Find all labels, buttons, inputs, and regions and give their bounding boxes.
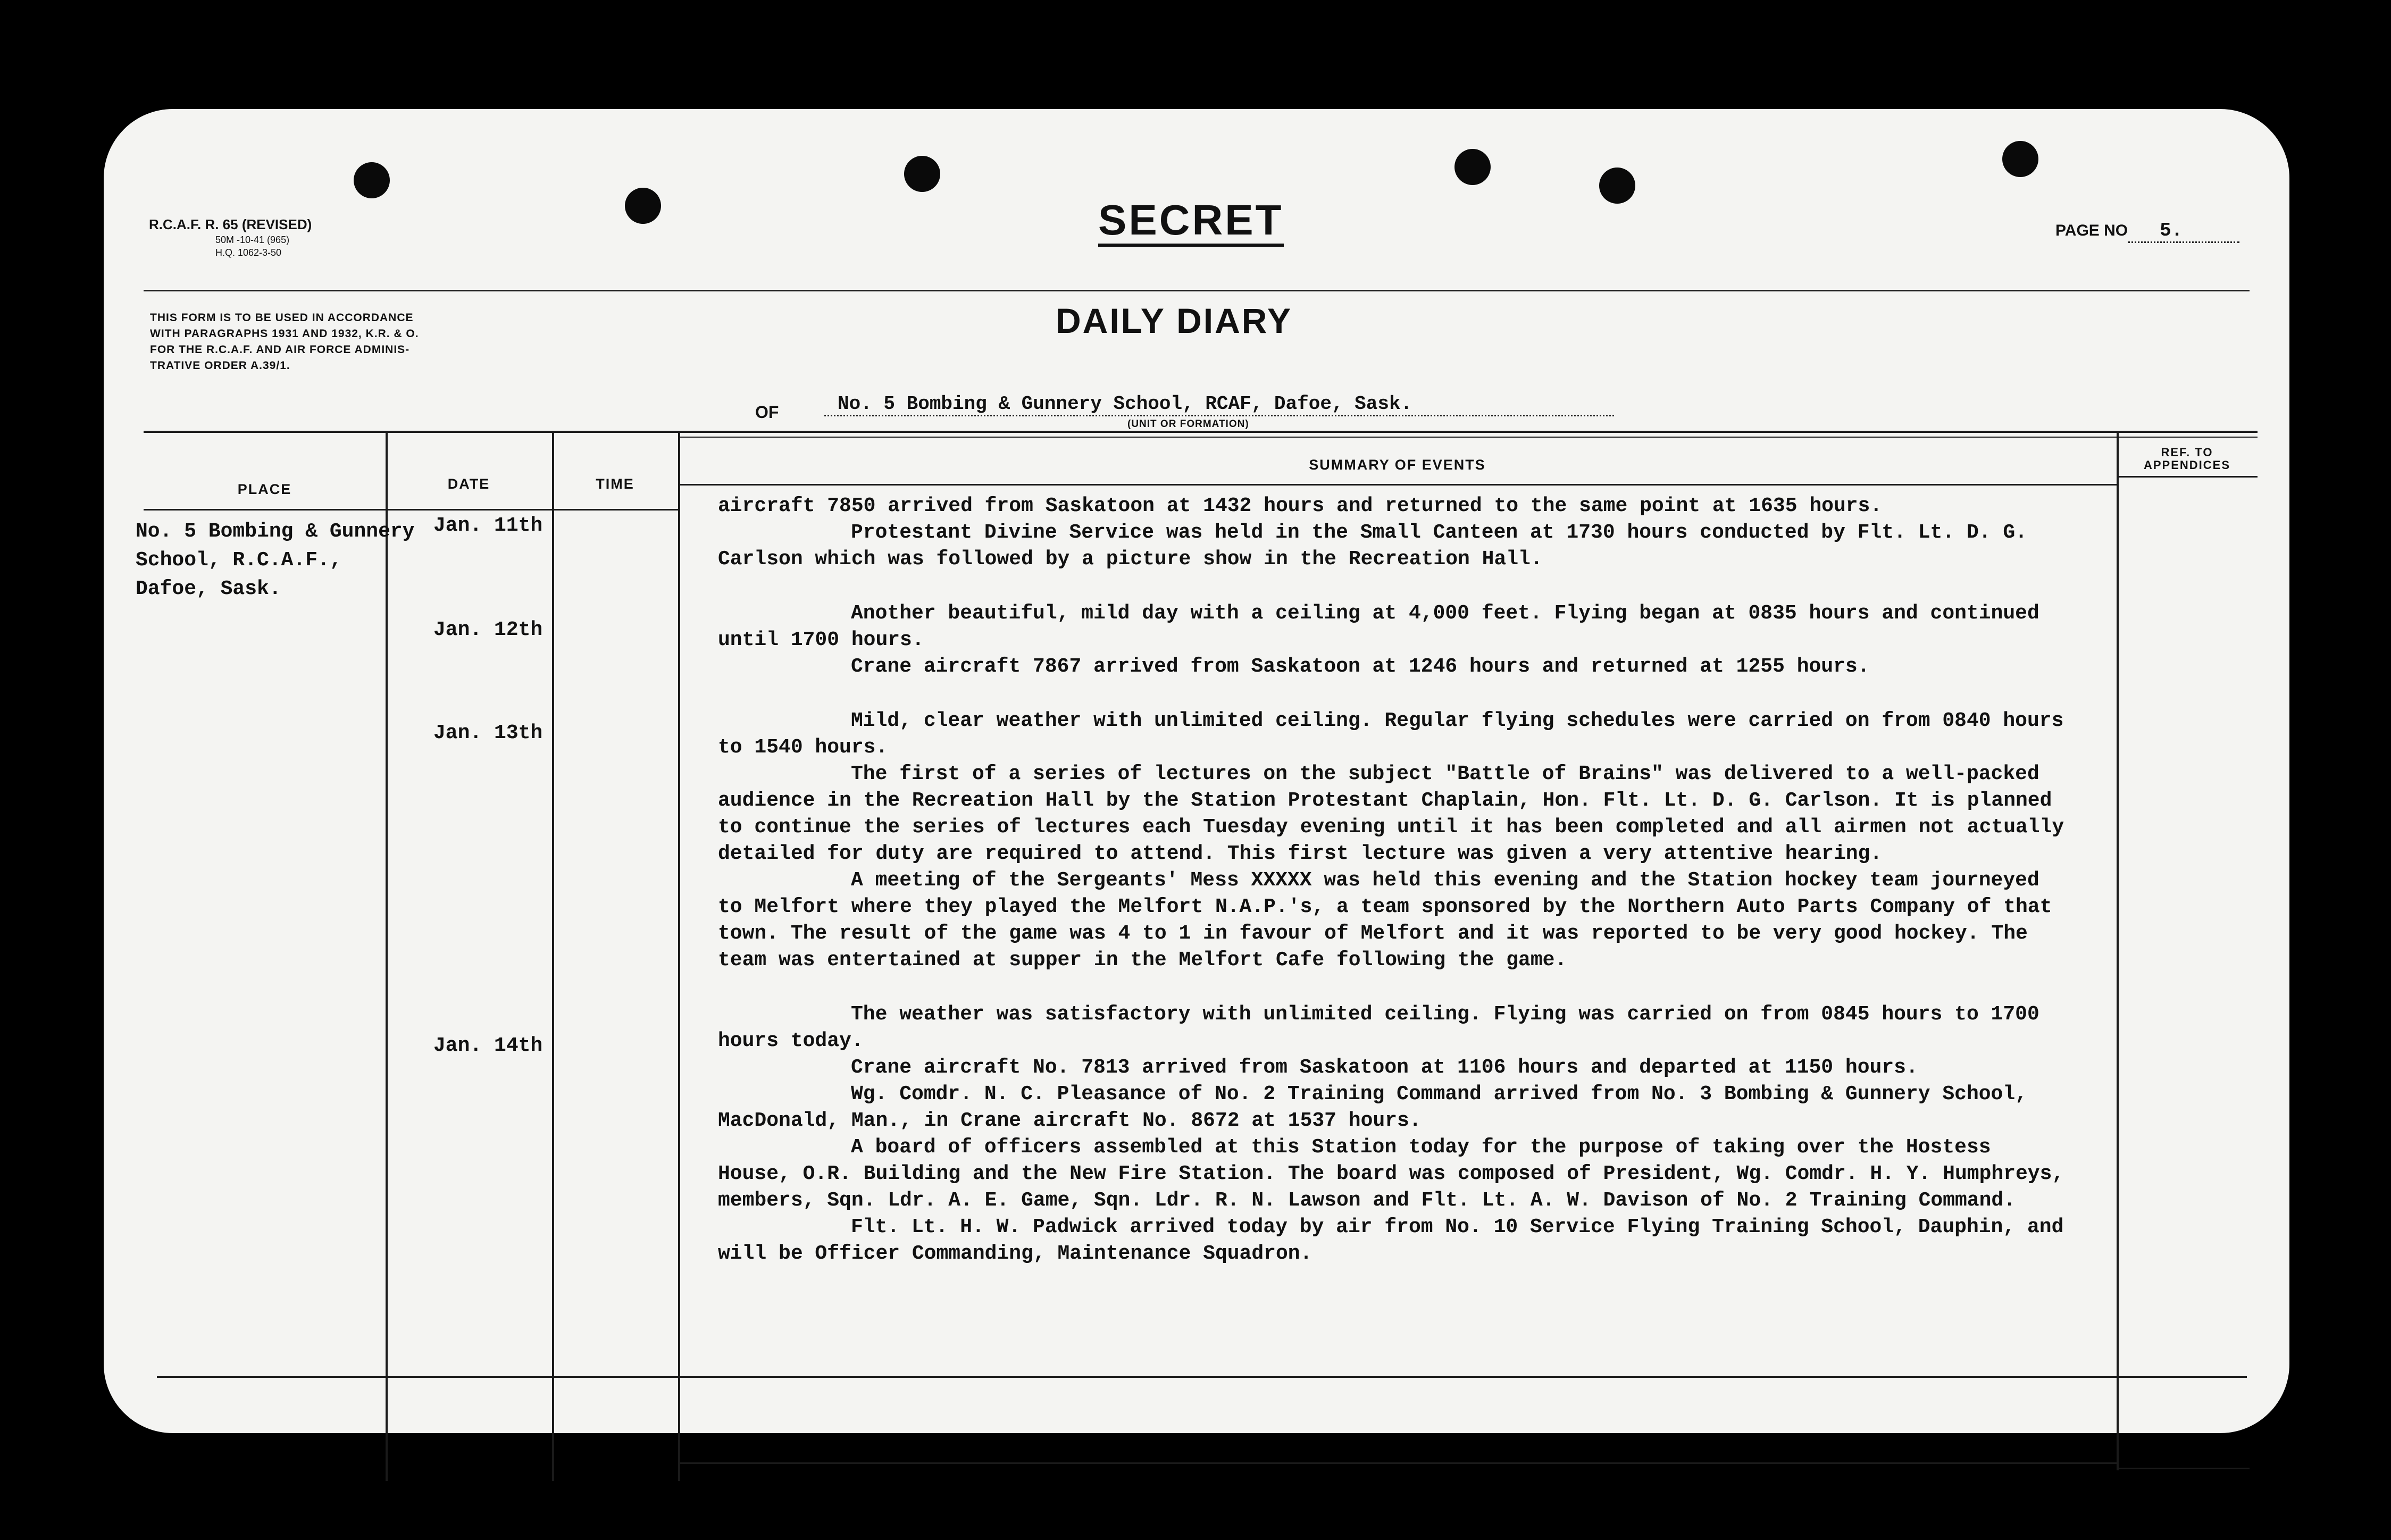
- page-number-value: 5.: [2128, 220, 2239, 243]
- summary-paragraph: A meeting of the Sergeants' Mess XXXXX was held this evening and the Station hockey team journeyed to Melfort where they played the Melfort N.A.P.'s, a team sponsored by the Northern Auto Parts Company of that town. The result of the game was 4 to 1 in favour of Melfort and it was reported to be very good hockey. The team was entertained at supper in the Melfort Cafe following the game.: [718, 869, 2052, 972]
- summary-paragraph: Crane aircraft No. 7813 arrived from Saskatoon at 1106 hours and departed at 1150 hours.: [851, 1056, 1918, 1079]
- punch-hole: [1599, 168, 1635, 204]
- column-rule: [2117, 431, 2119, 1470]
- page-number-field: [2055, 220, 2239, 243]
- date-entry: Jan. 11th: [433, 514, 543, 537]
- divider: [144, 290, 2250, 291]
- summary-paragraph: aircraft 7850 arrived from Saskatoon at 1432 hours and returned to the same point at 1635 hours.: [718, 495, 1883, 517]
- column-header-time: TIME: [596, 476, 634, 492]
- classification-stamp: SECRET: [1098, 197, 1284, 247]
- print-code: 50M -10-41 (965): [215, 235, 290, 245]
- unit-caption: (UNIT OR FORMATION): [1127, 419, 1249, 430]
- summary-paragraph: Wg. Comdr. N. C. Pleasance of No. 2 Training Command arrived from No. 3 Bombing & Gunnery School, MacDonald, Man., in Crane aircraft No. 8672 at 1537 hours.: [718, 1083, 2027, 1132]
- unit-name: No. 5 Bombing & Gunnery School, RCAF, Dafoe, Sask.: [824, 393, 1614, 416]
- punch-hole: [625, 188, 661, 224]
- table-top-rule: [144, 431, 2258, 433]
- column-rule: [552, 431, 554, 1481]
- usage-note-line: TRATIVE ORDER A.39/1.: [150, 359, 290, 372]
- table-top-rule-thin: [678, 437, 2258, 438]
- date-entry: Jan. 13th: [433, 722, 543, 744]
- form-reference: [149, 215, 312, 259]
- summary-paragraph: Protestant Divine Service was held in the Small Canteen at 1730 hours conducted by Flt. Lt. D. G. Carlson which was followed by a picture show in the Recreation Hall.: [718, 521, 2027, 571]
- summary-paragraph: Another beautiful, mild day with a ceiling at 4,000 feet. Flying began at 0835 hours and continued until 1700 hours.: [718, 602, 2039, 651]
- header-rule: [2117, 476, 2258, 478]
- punch-hole: [1454, 149, 1491, 185]
- table-bottom-rule: [678, 1462, 2117, 1464]
- column-header-summary: SUMMARY OF EVENTS: [1309, 457, 1486, 473]
- column-rule: [678, 431, 680, 1481]
- summary-paragraph: A board of officers assembled at this Station today for the purpose of taking over the Hostess House, O.R. Building and the New Fire Station. The board was composed of President, Wg. Comdr. H. Y. Humphreys, members, Sqn. Ldr. A. E. Game, Sqn. Ldr. R. N. Lawson and Flt. Lt. A. W. Davison of No. 2 Training Command.: [718, 1136, 2064, 1212]
- hq-code: H.Q. 1062-3-50: [215, 247, 282, 258]
- usage-note-line: FOR THE R.C.A.F. AND AIR FORCE ADMINIS-: [150, 344, 410, 356]
- usage-note-line: THIS FORM IS TO BE USED IN ACCORDANCE: [150, 312, 414, 324]
- date-entry: Jan. 12th: [433, 618, 543, 641]
- column-header-ref-line: REF. TO: [2161, 446, 2213, 459]
- punch-hole: [904, 156, 940, 192]
- summary-paragraph: Flt. Lt. H. W. Padwick arrived today by air from No. 10 Service Flying Training School, Dauphin, and will be Officer Commanding, Maintenance Squadron.: [718, 1216, 2064, 1265]
- form-number: R.C.A.F. R. 65 (REVISED): [149, 216, 312, 232]
- summary-of-events: [718, 493, 2074, 1267]
- page-number-label: PAGE NO: [2055, 222, 2128, 239]
- date-entry: Jan. 14th: [433, 1034, 543, 1057]
- column-header-ref: [2117, 446, 2258, 472]
- table-bottom-rule: [2117, 1468, 2250, 1469]
- column-header-place: PLACE: [237, 481, 292, 497]
- diary-page: [104, 109, 2289, 1433]
- summary-paragraph: The first of a series of lectures on the subject "Battle of Brains" was delivered to a well-packed audience in the Recreation Hall by the Station Protestant Chaplain, Hon. Flt. Lt. D. G. Carlson. It is planned to continue the series of lectures each Tuesday evening until it has been completed and all airmen not actually detailed for duty are required to attend. This first lecture was given a very attentive hearing.: [718, 763, 2064, 865]
- column-header-date: DATE: [447, 476, 490, 492]
- place-entry: No. 5 Bombing & Gunnery School, R.C.A.F., Dafoe, Sask.: [136, 520, 415, 600]
- punch-hole: [2002, 141, 2038, 177]
- header-rule: [678, 484, 2117, 486]
- page-bottom-rule: [157, 1376, 2247, 1378]
- usage-note: [150, 310, 419, 374]
- summary-paragraph: Mild, clear weather with unlimited ceiling. Regular flying schedules were carried on from 0840 hours to 1540 hours.: [718, 709, 2064, 759]
- column-header-ref-line: APPENDICES: [2143, 458, 2231, 472]
- usage-note-line: WITH PARAGRAPHS 1931 AND 1932, K.R. & O.: [150, 328, 419, 340]
- summary-paragraph: The weather was satisfactory with unlimited ceiling. Flying was carried on from 0845 hours to 1700 hours today.: [718, 1003, 2039, 1052]
- header-rule: [144, 509, 678, 510]
- form-title: DAILY DIARY: [1056, 301, 1292, 340]
- punch-hole: [354, 162, 390, 198]
- of-label: OF: [755, 403, 779, 422]
- summary-paragraph: Crane aircraft 7867 arrived from Saskatoon at 1246 hours and returned at 1255 hours.: [851, 655, 1870, 678]
